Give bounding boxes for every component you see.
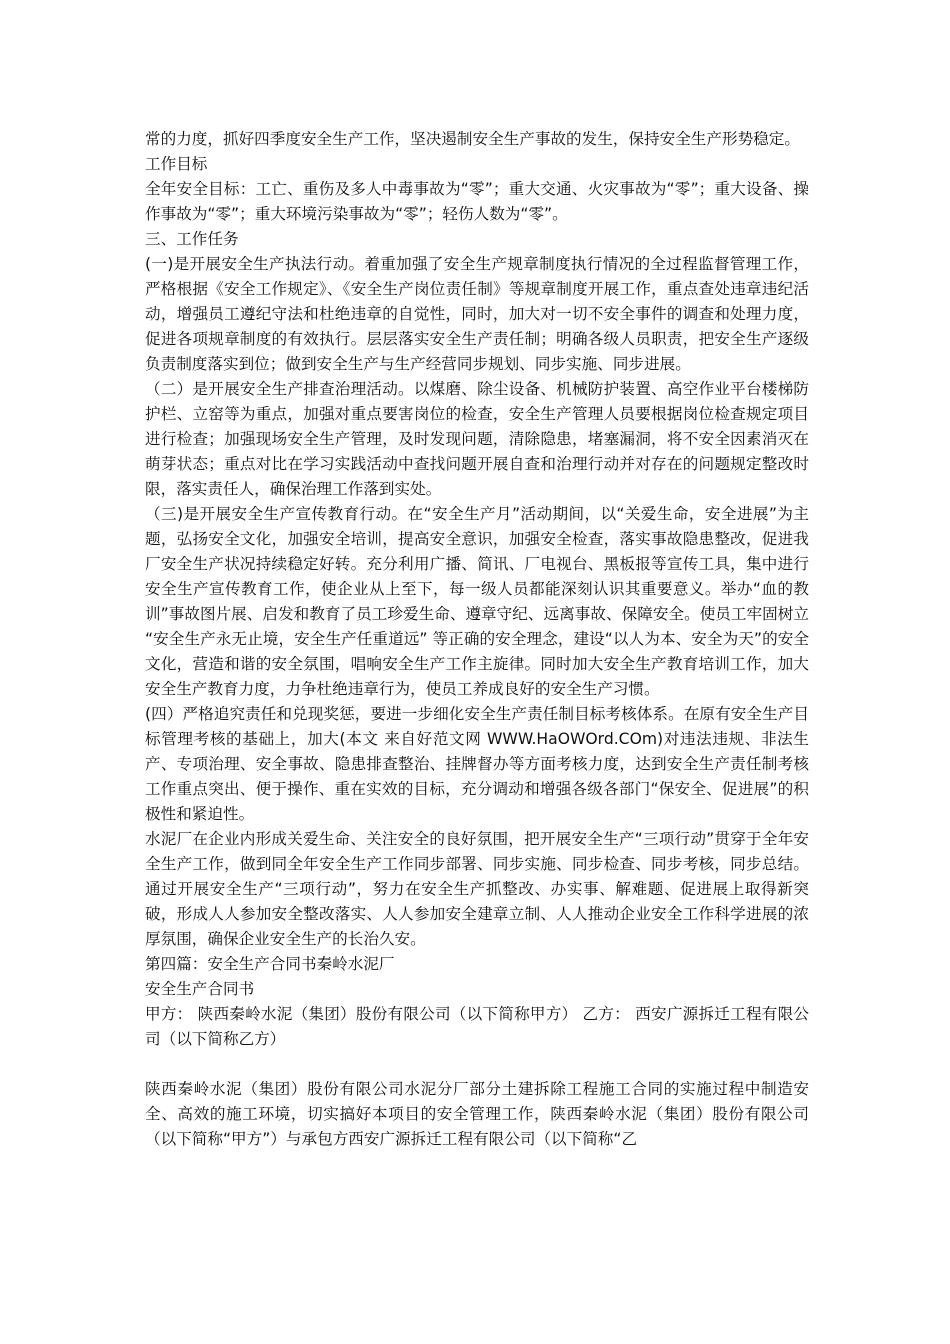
paragraph-task-1: (一)是开展安全生产执法行动。着重加强了安全生产规章制度执行情况的全过程监督管理工作，严格根据《安全工作规定》、《安全生产岗位责任制》等规章制度开展工作，重点查处违章违纪活动，增强员工遵纪守法和杜绝违章的自觉性，同时，加大对一切不安全事件的调查和处理力度，促进各项规章制度的有效执行。层层落实安全生产责任制；明确各级人员职责，把安全生产逐级负责制度落实到位；做到安全生产与生产经营同步规划、同步实施、同步进展。 — [145, 255, 809, 373]
heading-work-tasks: 三、工作任务 — [145, 230, 239, 248]
paragraph-task-3: （三)是开展安全生产宣传教育行动。在“安全生产月”活动期间，以“关爱生命，安全进展”为主题，弘扬安全文化，加强安全培训，提高安全意识，加强安全检查，落实事故隐患整改，促进我厂安全生产状况持续稳定好转。充分利用广播、简讯、厂电视台、黑板报等宣传工具，集中进行安全生产宣传教育工作，使企业从上至下，每一级人员都能深刻认识其重要意义。举办“血的教训”事故图片展、启发和教育了员工珍爱生命、遵章守纪、远离事故、保障安全。使员工牢固树立 “安全生产永无止境，安全生产任重道远” 等正确的安全理念，建设“以人为本、安全为天”的安全文化，营造和谐的安全氛围，唱响安全生产工作主旋律。同时加大安全生产教育培训工作，加大安全生产教育力度，力争杜绝违章行为，使员工养成良好的安全生产习惯。 — [145, 505, 809, 698]
paragraph-annual-goal: 全年安全目标：工亡、重伤及多人中毒事故为“零”；重大交通、火灾事故为“零”；重大设备、操作事故为“零”；重大环境污染事故为“零”；轻伤人数为“零”。 — [145, 180, 809, 223]
paragraph-task-4: (四）严格追究责任和兑现奖惩，要进一步细化安全生产责任制目标考核体系。在原有安全生产目标管理考核的基础上，加大(本文 来自好范文网 WWW.HaOWOrd.COm)对违法违规、非法生产、专项治理、安全事故、隐患排查整治、挂牌督办等方面考核力度，达到安全生产责任制考核工作重点突出、便于操作、重在实效的目标，充分调动和增强各级各部门“保安全、促进展”的积极性和紧迫性。 — [145, 705, 809, 823]
paragraph-contract-intro: 陕西秦岭水泥（集团）股份有限公司水泥分厂部分土建拆除工程施工合同的实施过程中制造安全、高效的施工环境，切实搞好本项目的安全管理工作，陕西秦岭水泥（集团）股份有限公司（以下简称“甲方”）与承包方西安广源拆迁工程有限公司（以下简称“乙 — [145, 1080, 809, 1148]
heading-work-goal: 工作目标 — [145, 155, 208, 173]
paragraph-intro: 常的力度，抓好四季度安全生产工作，坚决遏制安全生产事故的发生，保持安全生产形势稳定。 — [145, 130, 800, 148]
heading-part-four: 第四篇：安全生产合同书秦岭水泥厂 — [145, 955, 395, 973]
heading-contract-title: 安全生产合同书 — [145, 980, 255, 998]
paragraph-summary: 水泥厂在企业内形成关爱生命、关注安全的良好氛围，把开展安全生产“三项行动”贯穿于全年安全生产工作，做到同全年安全生产工作同步部署、同步实施、同步检查、同步考核，同步总结。通过开展安全生产“三项行动”，努力在安全生产抓整改、办实事、解难题、促进展上取得新突破，形成人人参加安全整改落实、人人参加安全建章立制、人人推动企业安全工作科学进展的浓厚氛围，确保企业安全生产的长治久安。 — [145, 830, 809, 948]
blank-line — [145, 1052, 809, 1077]
document-body — [145, 127, 809, 1152]
paragraph-task-2: （二）是开展安全生产排查治理活动。以煤磨、除尘设备、机械防护装置、高空作业平台楼梯防护栏、立窑等为重点，加强对重点要害岗位的检查，安全生产管理人员要根据岗位检查规定项目进行检查；加强现场安全生产管理，及时发现问题，清除隐患，堵塞漏洞，将不安全因素消灭在萌芽状态；重点对比在学习实践活动中查找问题开展自查和治理行动并对存在的问题规定整改时限，落实责任人，确保治理工作落到实处。 — [145, 380, 809, 498]
paragraph-parties: 甲方： 陕西秦岭水泥（集团）股份有限公司（以下简称甲方） 乙方： 西安广源拆迁工程有限公司（以下简称乙方） — [145, 1005, 809, 1048]
